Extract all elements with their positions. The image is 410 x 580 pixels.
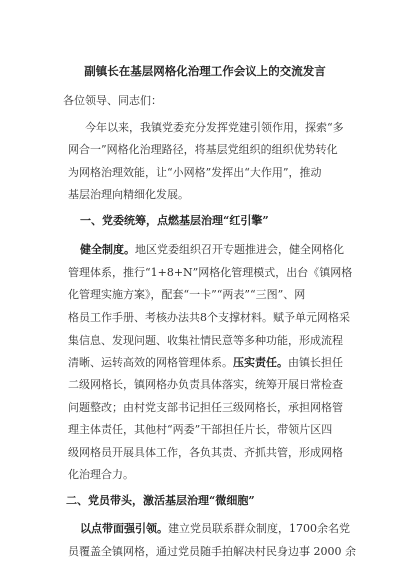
paragraph-text: 建立党员联系群众制度，1700余名党: [168, 522, 350, 535]
paragraph-line: [80, 243, 380, 257]
paragraph-line: 问题整改；由村党支部书记担任三级网格长，承担网格管: [68, 401, 343, 414]
paragraph-line: [80, 522, 380, 536]
paragraph-line: 基层治理向精细化发展。: [68, 188, 189, 201]
paragraph-line: [68, 356, 368, 370]
paragraph-line: 今年以来，我镇党委充分发挥党建引领作用，探索“多: [85, 121, 344, 134]
paragraph-line: 二级网格长，镇网格办负责具体落实，统筹开展日常检查: [68, 378, 343, 391]
section-heading: 二、党员带头，激活基层治理“微细胞”: [66, 494, 255, 507]
paragraph-line: 网合一”网格化治理路径，将基层党组织的组织优势转化: [68, 143, 338, 156]
paragraph-line: 化治理合力。: [68, 468, 134, 481]
paragraph-text: 地区党委组织召开专题推进会，健全网格化: [135, 243, 344, 256]
paragraph-line: 化管理实施方案》，配套“一卡”“两表”“三图”、网: [68, 288, 306, 301]
section-heading: 一、党委统筹，点燃基层治理“红引擎”: [80, 214, 269, 227]
paragraph-text: 由镇长担任: [288, 356, 343, 369]
paragraph-text: 清晰、运转高效的网格管理体系。: [68, 356, 233, 369]
paragraph-line: 格员工作手册、考核办法共8个支撑材料。赋予单元网格采: [68, 311, 350, 324]
paragraph-line: 员覆盖全镇网格，通过党员随手拍解决村民身边事 2000 余: [68, 545, 356, 558]
paragraph-line: 理主体责任，其他村“两委”干部担任片长，带领片区四: [68, 423, 333, 436]
paragraph-line: 为网格治理效能，让“小网格”发挥出“大作用”，推动: [68, 166, 322, 179]
paragraph-lead: 健全制度。: [80, 243, 135, 256]
paragraph-line: 集信息、发现问题、收集社情民意等多种功能，形成流程: [68, 334, 343, 347]
paragraph-line: 管理体系，推行“1+8+N”网格化管理模式，出台《镇网格: [68, 266, 353, 279]
paragraph-lead: 以点带面强引领。: [80, 522, 168, 535]
paragraph-line: 级网格员开展具体工作，各负其责、齐抓共管，形成网格: [68, 446, 343, 459]
paragraph-lead: 压实责任。: [233, 356, 288, 369]
document-title: 副镇长在基层网格化治理工作会议上的交流发言: [84, 64, 326, 78]
salutation: 各位领导、同志们：: [63, 94, 162, 107]
